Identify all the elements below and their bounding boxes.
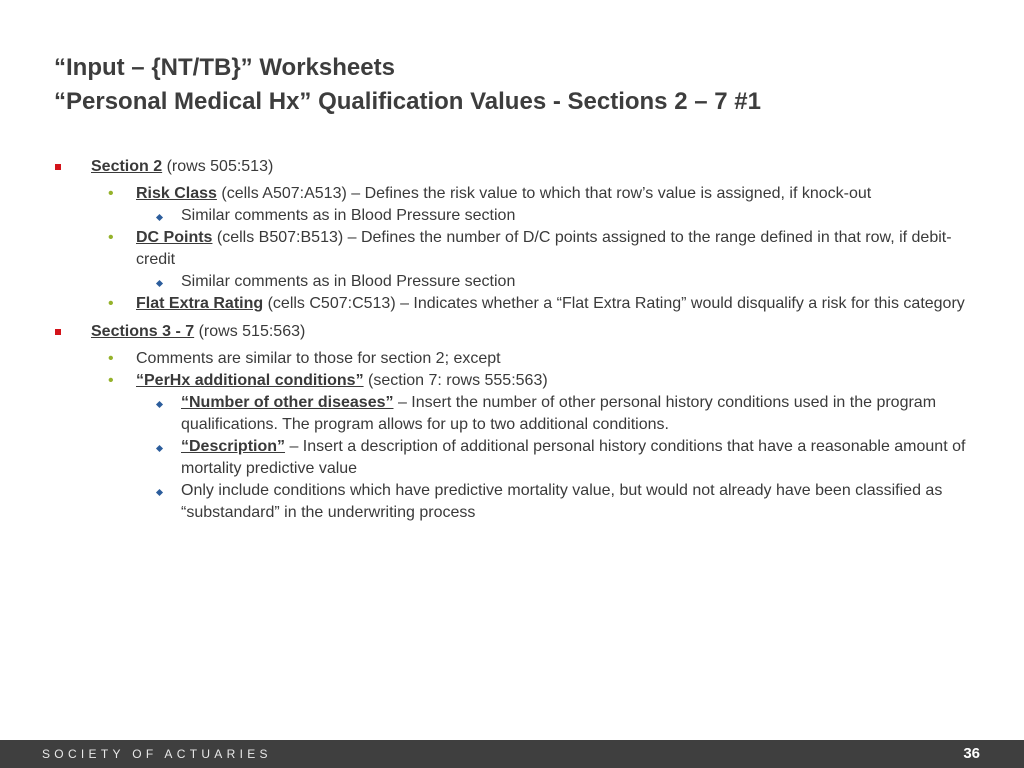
section-label: Sections 3 - 7 xyxy=(91,323,195,340)
section-label: Section 2 xyxy=(91,158,163,175)
footer-brand: SOCIETY OF ACTUARIES xyxy=(42,747,272,761)
subitem-text: – Insert a description of additional personal history conditions that have a reasonable amount of mortality predictive value xyxy=(181,438,966,477)
diamond-bullet-icon xyxy=(156,445,163,452)
diamond-bullet-icon xyxy=(156,280,163,287)
item-text: (cells A507:A513) – Defines the risk value to which that row’s value is assigned, if knock-out xyxy=(216,185,872,202)
list-item xyxy=(91,227,966,293)
sub-list-item xyxy=(136,271,966,293)
diamond-bullet-icon xyxy=(156,214,163,221)
list-item xyxy=(91,293,966,315)
dot-bullet-icon: • xyxy=(108,295,114,312)
subitem-text: Similar comments as in Blood Pressure section xyxy=(181,207,516,224)
section-item xyxy=(0,156,971,315)
list-item xyxy=(91,348,966,370)
sub-list-item xyxy=(136,205,966,227)
dot-bullet-icon: • xyxy=(108,350,114,367)
item-text: (cells B507:B513) – Defines the number of D/C points assigned to the range defined in that row, if debit-credit xyxy=(136,229,952,268)
subitem-text: Only include conditions which have predictive mortality value, but would not already have been classified as “substandard” in the underwriting process xyxy=(181,482,943,521)
sub-list-item xyxy=(136,392,966,436)
dot-bullet-icon: • xyxy=(108,229,114,246)
section-item xyxy=(0,321,971,524)
item-label: Risk Class xyxy=(136,185,217,202)
subitem-label: “Description” xyxy=(181,438,286,455)
square-bullet-icon xyxy=(55,329,61,335)
diamond-bullet-icon xyxy=(156,401,163,408)
subitem-text: Similar comments as in Blood Pressure section xyxy=(181,273,516,290)
dot-bullet-icon: • xyxy=(108,185,114,202)
footer-bar xyxy=(0,740,1024,768)
item-text: (cells C507:C513) – Indicates whether a “Flat Extra Rating” would disqualify a risk for this category xyxy=(263,295,965,312)
section-text: (rows 515:563) xyxy=(194,323,306,340)
dot-bullet-icon: • xyxy=(108,372,114,389)
title-line-2: “Personal Medical Hx” Qualification Values - Sections 2 – 7 #1 xyxy=(54,88,761,115)
item-text: (section 7: rows 555:563) xyxy=(363,372,548,389)
subitem-text: – Insert the number of other personal history conditions used in the program qualifications. The program allows for up to two additional conditions. xyxy=(181,394,937,433)
diamond-bullet-icon xyxy=(156,489,163,496)
item-label: “PerHx additional conditions” xyxy=(136,372,364,389)
title-line-1: “Input – {NT/TB}” Worksheets xyxy=(54,54,395,81)
section-text: (rows 505:513) xyxy=(162,158,274,175)
item-label: Flat Extra Rating xyxy=(136,295,264,312)
page-number: 36 xyxy=(963,745,980,762)
sub-list-item xyxy=(136,480,966,524)
sub-list-item xyxy=(136,436,966,480)
list-item xyxy=(91,183,966,227)
list-item xyxy=(91,370,966,524)
item-text: Comments are similar to those for section 2; except xyxy=(136,350,501,367)
subitem-label: “Number of other diseases” xyxy=(181,394,394,411)
slide-title xyxy=(54,51,994,119)
square-bullet-icon xyxy=(55,164,61,170)
slide-content xyxy=(0,156,1024,524)
item-label: DC Points xyxy=(136,229,213,246)
